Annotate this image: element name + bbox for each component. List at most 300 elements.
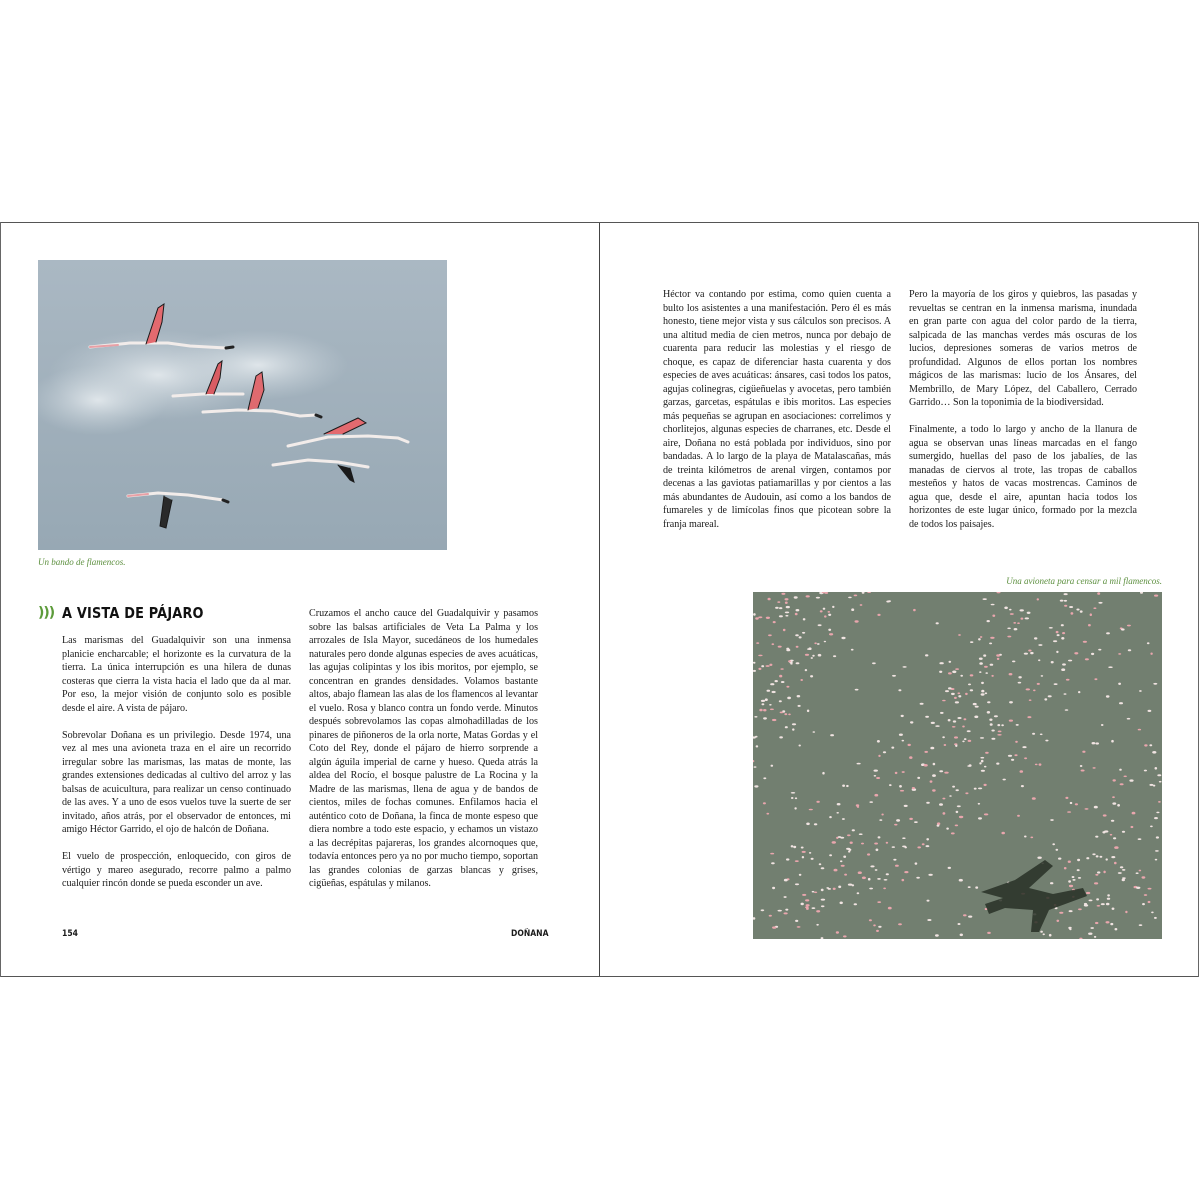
flamingo-dot — [893, 859, 896, 861]
flamingo-dot — [991, 730, 994, 732]
flamingo-dot — [983, 654, 986, 656]
flamingo-dot — [1081, 770, 1085, 772]
flamingo-dot — [1022, 746, 1026, 748]
flamingo-dot — [990, 723, 993, 726]
flamingo-dot — [857, 892, 860, 894]
flamingo-dot — [778, 646, 782, 648]
flamingo-dot — [1097, 592, 1100, 595]
flamingo-dot — [1056, 651, 1058, 653]
flamingo-dot — [1003, 779, 1006, 781]
flamingo-dot — [931, 722, 935, 724]
flamingo-dot — [1095, 742, 1099, 744]
section-title: A VISTA DE PÁJARO — [62, 604, 204, 622]
flamingo-dot — [806, 904, 810, 906]
flamingo-dot — [1043, 933, 1045, 935]
flamingo-dot — [766, 813, 769, 815]
flamingo-dot — [1078, 877, 1081, 879]
flamingo-dot — [981, 690, 984, 693]
flamingo-dot — [939, 671, 942, 673]
flamingo-dot — [791, 792, 795, 794]
flamingo-dot — [785, 602, 788, 604]
flamingo-dot — [984, 766, 987, 768]
flamingo-dot — [818, 654, 822, 657]
flamingo-dot — [939, 803, 943, 806]
flamingo-dot — [828, 629, 831, 631]
flamingo-dot — [1057, 920, 1060, 922]
flamingo-dot — [904, 846, 907, 848]
flamingo-dot — [848, 597, 852, 599]
flamingo-dot — [797, 695, 801, 697]
flamingo-dot — [899, 785, 902, 788]
flamingo-dot — [1001, 832, 1005, 835]
flamingo-dot — [1077, 859, 1080, 861]
flamingo-dot — [1127, 625, 1131, 627]
flamingo-dot — [1078, 691, 1080, 693]
flamingo-dot — [980, 737, 984, 739]
flamingo-dot — [1097, 871, 1100, 873]
flamingo-dot — [841, 637, 845, 639]
flamingo-dot — [819, 863, 822, 865]
flamingo-dot — [768, 598, 771, 601]
flamingo-dot — [955, 668, 959, 670]
flamingo-dot — [974, 788, 977, 790]
flamingo-dot — [1093, 607, 1096, 609]
flamingo-dot — [925, 654, 928, 656]
flamingo-dot — [786, 606, 790, 608]
flamingo-dot — [1020, 609, 1024, 611]
flamingo-dot — [1001, 724, 1004, 726]
flamingo-dot — [1118, 683, 1121, 685]
flamingo-dot — [784, 713, 787, 715]
flamingo-dot — [816, 924, 819, 926]
flamingo-dot — [793, 846, 796, 848]
flamingo-dot — [851, 608, 854, 611]
flamingo-dot — [969, 764, 972, 767]
flamingo-dot — [979, 662, 983, 665]
flamingo-dot — [987, 932, 991, 934]
flamingo-dot — [879, 819, 882, 821]
flamingo-dot — [1155, 767, 1158, 770]
flamingo-dot — [837, 803, 841, 805]
flamingo-dot — [844, 874, 847, 876]
flamingo-dot — [1061, 668, 1065, 671]
flamingo-dot — [989, 719, 992, 721]
flamingo-dot — [939, 770, 943, 772]
flamingo-dot — [925, 716, 929, 718]
flamingo-dot — [758, 655, 762, 657]
flamingo-dot — [755, 617, 759, 619]
flamingo-dot — [886, 842, 888, 844]
flamingo-dot — [1122, 869, 1125, 871]
flamingo-dot — [1024, 836, 1027, 838]
flamingo-dot — [877, 878, 881, 880]
flamingo-dot — [1083, 641, 1087, 643]
flamingo-dot — [1064, 693, 1067, 695]
flamingo-dot — [852, 829, 855, 831]
flamingo-dot — [1015, 741, 1018, 743]
flamingo-dot — [788, 660, 791, 662]
flamingo-dot — [869, 801, 873, 803]
flamingo-dot — [1048, 695, 1052, 697]
flamingo-dot — [795, 860, 799, 862]
flamingo-dot — [1068, 861, 1071, 863]
flamingo-dot — [761, 700, 765, 702]
flamingo-dot — [991, 738, 995, 740]
flamingo-dot — [779, 607, 782, 609]
flamingo-dot — [806, 595, 810, 597]
flamingo-dot — [981, 682, 984, 684]
flamingo-dot — [883, 888, 886, 890]
flamingo-dot — [794, 596, 798, 598]
flamingo-dot — [1053, 640, 1057, 642]
flamingo-dot — [1059, 912, 1063, 914]
flamingo-dot — [1148, 901, 1151, 903]
flamingo-dot — [766, 665, 770, 667]
flamingo-dot — [1062, 632, 1065, 634]
flamingo-dot — [867, 853, 870, 855]
flamingo-dot — [823, 608, 826, 610]
flamingo-dot — [927, 919, 931, 921]
flamingo-dot — [772, 926, 776, 928]
flamingo-dot — [1107, 894, 1110, 896]
flamingo-dot — [848, 884, 852, 886]
flamingo-dot — [796, 646, 799, 648]
flamingo-dot — [1021, 618, 1024, 620]
flamingo-dot — [942, 736, 945, 738]
flamingo-dot — [1112, 796, 1115, 798]
flamingo-dot — [781, 593, 785, 595]
flamingo-dot — [1112, 908, 1115, 910]
flamingo-dot — [920, 703, 924, 705]
flamingo-dot — [1094, 678, 1097, 680]
flamingo-dot — [1029, 699, 1032, 701]
flamingo-dot — [775, 680, 778, 682]
flamingo-dot — [958, 923, 961, 925]
section-heading — [38, 604, 227, 622]
flamingo-dot — [836, 812, 839, 814]
flamingo-dot — [1147, 642, 1150, 644]
right-column-1 — [663, 288, 891, 545]
flamingo-dot — [974, 716, 978, 719]
flamingo-dot — [1068, 660, 1072, 662]
flamingo-dot — [1150, 826, 1153, 828]
flamingo-dot — [964, 718, 967, 720]
flamingo-dot — [1150, 653, 1152, 655]
flamingo-dot — [840, 860, 843, 862]
flamingo-dot — [1030, 837, 1033, 839]
flamingo-dot — [846, 785, 849, 787]
flamingo-dot — [898, 923, 902, 925]
spread-edge-right — [1198, 222, 1199, 977]
flamingo-dot — [980, 757, 984, 759]
flamingo-dot — [838, 886, 841, 889]
flamingo-dot — [765, 698, 768, 701]
flamingo-dot — [785, 726, 788, 728]
left-column-2 — [309, 607, 538, 904]
flamingo-dot — [860, 604, 863, 606]
flamingo-dot — [955, 701, 959, 703]
flamingo-dot — [769, 704, 772, 706]
flamingo-dot — [992, 615, 995, 617]
flamingo-dot — [924, 751, 928, 753]
flamingo-dot — [1106, 858, 1108, 860]
flamingo-dot — [1014, 628, 1018, 630]
flamingo-dot — [909, 756, 912, 759]
flamingo-dot — [811, 858, 814, 860]
flamingo-dot — [868, 878, 871, 881]
flamingo-dot — [802, 894, 806, 896]
flamingo-dot — [1032, 797, 1036, 800]
flamingo-dot — [818, 624, 822, 626]
flamingo-dot — [997, 658, 1000, 660]
flamingo-dot — [939, 662, 943, 664]
flamingo-dot — [780, 668, 783, 670]
flamingo-dot — [904, 805, 908, 807]
flamingo-dot — [826, 887, 829, 889]
flamingo-dot — [891, 747, 894, 749]
flamingo-dot — [1061, 637, 1064, 640]
flamingo-dot — [754, 716, 757, 718]
paragraph: Cruzamos el ancho cauce del Guadalquivir y pasamos sobre las balsas artificiales de Veta La Palma y los arrozales de Isla Mayor, sucedáneos de los humedales naturales pero donde algunas especies de aves acuáticas, las agujas colipintas y los ibis moritos, por ejemplo, se concentran en grandes densidades. Volamos bastante altos, abajo flamean las alas de los flamencos al levantar el vuelo. Rosa y blanco contra un fondo verde. Minutos después sobrevolamos las copas almohadilladas de los pinares de piñoneros de la orla norte, Matas Gordas y el Coto del Rey, donde el pájaro de hierro sorprende a algún águila imperial de carne y hueso. Queda atrás la aldea del Rocío, el bosque palustre de La Rocina y la Madre de las marismas, llena de agua y de bandos de cientos, miles de fochas comunes. Enfilamos hacia el auténtico coto de Doñana, la finca de monte espeso que diera nombre a todo este espacio, y echamos un vistazo a las decrépitas pajareras, los grandes alcornoques que, todavía entonces pero ya no por mucho tiempo, soportan las grandes colonias de garzas blancas y grises, cigüeñas, espátulas y milanos. — [309, 608, 539, 889]
flamingo-dot — [940, 712, 944, 714]
flamingo-dot — [1100, 856, 1103, 858]
flamingo-dot — [892, 675, 896, 677]
flamingo-dot — [962, 726, 965, 728]
flamingo-dot — [802, 856, 804, 858]
flamingo-dot — [1122, 831, 1125, 833]
flamingo-dot — [796, 662, 800, 664]
flamingo-dot — [1037, 683, 1040, 685]
flamingo-dot — [842, 785, 845, 787]
flamingo-dot — [1021, 785, 1024, 787]
flamingo-dot — [773, 621, 776, 623]
flamingo-dot — [1113, 837, 1116, 839]
flamingo-dot — [1114, 846, 1118, 849]
flamingo-dot — [790, 663, 793, 665]
flamingo-dot — [779, 736, 783, 738]
flamingo-dot — [792, 728, 794, 730]
flamingo-dot — [1121, 628, 1125, 630]
paragraph: El vuelo de prospección, enloquecido, con giros de vértigo y mareo asegurado, recorre palmo a palmo cualquier rincón donde se pueda esconder un ave. — [62, 851, 291, 889]
flamingo-dot — [1095, 922, 1098, 924]
flamingo-dot — [1096, 898, 1099, 900]
flamingo-dot — [902, 771, 905, 773]
flamingo-dot — [1040, 734, 1043, 736]
flamingo-dot — [1122, 879, 1125, 881]
flamingo-dot — [1095, 874, 1098, 876]
flamingo-dot — [1149, 744, 1152, 746]
flamingo-dot — [878, 926, 881, 928]
flamingo-dot — [1037, 857, 1041, 859]
flamingo-dot — [803, 618, 806, 620]
flamingo-dot — [1092, 853, 1095, 855]
flamingo-dot — [1139, 870, 1142, 872]
flamingo-dot — [785, 612, 789, 614]
flamingo-dot — [1049, 627, 1053, 629]
flamingo-dot — [951, 693, 955, 695]
flamingo-dot — [1119, 702, 1123, 704]
flamingo-dot — [895, 772, 898, 774]
flamingo-dot — [830, 734, 834, 736]
flamingo-dot — [859, 833, 863, 835]
flamingo-dot — [1026, 688, 1030, 690]
flamingo-dot — [952, 786, 955, 788]
flamingo-dot — [1064, 593, 1068, 595]
flamingo-dot — [770, 853, 774, 855]
flamingo-dot — [820, 610, 823, 612]
flamingo-dot — [794, 807, 796, 809]
page-number: 154 — [62, 929, 78, 939]
flamingo-dot — [1035, 764, 1038, 766]
flamingo-dot — [1050, 819, 1054, 821]
flamingo-dot — [763, 777, 766, 779]
flamingo-dot — [994, 715, 998, 717]
flamingo-dot — [796, 609, 800, 611]
flamingo-dot — [987, 701, 990, 703]
flamingo-dot — [1067, 811, 1071, 813]
flamingo-dot — [801, 847, 804, 849]
flamingo-dot — [937, 825, 940, 827]
flamingo-dot — [926, 802, 930, 804]
flamingo-dot — [1138, 729, 1141, 731]
flamingo-dot — [935, 725, 939, 727]
flamingo-dot — [769, 664, 772, 666]
flamingo-dot — [1098, 602, 1102, 604]
flamingo-dot — [832, 841, 836, 844]
flamingo-dot — [1090, 927, 1094, 929]
flamingo-dot — [1122, 877, 1126, 879]
flamingo-dot — [1092, 742, 1096, 744]
flamingo-dot — [795, 634, 799, 636]
flamingo-dot — [1040, 931, 1043, 933]
flamingo-dot — [1009, 701, 1013, 703]
flamingo-dot — [775, 607, 779, 609]
flamingo-dot — [1129, 779, 1133, 781]
flamingo-dot — [802, 851, 806, 853]
flamingo-dot — [821, 889, 824, 892]
flamingo-dot — [980, 636, 983, 638]
flamingo-dot — [1108, 666, 1112, 668]
flamingo-dot — [1120, 783, 1124, 785]
flamingo-dot — [1106, 903, 1110, 906]
flamingo-dot — [1128, 649, 1131, 651]
flamingo-dot — [771, 765, 774, 767]
flamingo-dot — [1117, 804, 1120, 807]
flamingo-dot — [1050, 882, 1053, 884]
flamingo-dot — [965, 792, 968, 794]
flamingo-dot — [791, 845, 794, 847]
flamingo-dot — [1106, 695, 1110, 697]
flamingo-dot — [1094, 882, 1098, 884]
flamingo-dot — [942, 700, 946, 702]
flamingo-dot — [758, 616, 762, 618]
flamingo-dot — [1155, 859, 1158, 861]
flamingo-dot — [798, 705, 801, 707]
flamingo-dot — [829, 816, 832, 818]
flamingo-dot — [829, 854, 832, 856]
flamingo-dot — [1115, 928, 1118, 930]
flamingo-dot — [1020, 770, 1024, 773]
flamingo-dot — [772, 691, 776, 693]
flamingo-dot — [926, 845, 930, 847]
flamingo-dot — [1014, 754, 1017, 756]
flamingo-dot — [1124, 776, 1127, 778]
flamingo-dot — [909, 818, 913, 820]
flamingo-dot — [777, 601, 780, 603]
flamingo-dot — [949, 661, 952, 663]
flamingo-dot — [1153, 683, 1157, 685]
flamingo-dot — [949, 795, 952, 797]
flamingo-dot — [1078, 908, 1082, 910]
flamingo-dot — [957, 717, 961, 719]
flamingo-dot — [1090, 613, 1092, 616]
flamingo-dot — [1064, 867, 1067, 869]
flamingo-dot — [915, 862, 918, 864]
flamingo-dot — [763, 717, 767, 719]
flamingo-dot — [1038, 644, 1042, 646]
flamingo-dot — [926, 838, 929, 840]
flamingo-dot — [968, 740, 972, 742]
flamingo-dot — [1024, 653, 1028, 655]
flamingo-dot — [979, 658, 983, 660]
flamingo-dot — [814, 642, 817, 644]
flamingo-dot — [996, 763, 999, 765]
flamingo-dot — [1038, 659, 1040, 661]
flamingo-dot — [1024, 757, 1027, 759]
flamingo-dot — [1027, 612, 1031, 614]
flamingo-dot — [983, 598, 987, 600]
flamingo-dot — [1152, 751, 1156, 754]
flamingo-dot — [762, 703, 765, 705]
flamingo-dot — [861, 843, 864, 845]
flamingo-dot — [955, 745, 957, 747]
flamingo-dot — [862, 877, 866, 880]
flamingo-dot — [1037, 598, 1039, 600]
flamingo-dot — [855, 689, 859, 691]
flamingo-dot — [878, 836, 881, 838]
flamingo-dot — [981, 693, 985, 695]
flamingo-dot — [828, 611, 831, 613]
flamingo-dot — [754, 766, 757, 768]
flamingo-dot — [960, 934, 963, 937]
flamingo-dot — [978, 788, 982, 790]
flamingo-dot — [1045, 740, 1048, 742]
flamingo-dot — [822, 772, 824, 775]
flamingo-dot — [970, 689, 973, 691]
flamingo-dot — [812, 655, 814, 657]
flamingo-dot — [858, 871, 862, 874]
flamingo-dot — [979, 671, 981, 673]
flamingo-dot — [795, 613, 798, 616]
flamingo-dot — [968, 916, 972, 918]
flamingo-dot — [1017, 622, 1020, 624]
flamingo-dot — [785, 615, 788, 617]
flamingo-dot — [932, 789, 936, 791]
paragraph: Sobrevolar Doñana es un privilegio. Desde 1974, una vez al mes una avioneta traza en el aire un recorrido irregular sobre las marismas, las matas de monte, las grandes extensiones dedicadas al cultivo del arroz y las balsas de acuicultura, para realizar un censo continuado de las aves. Y a uno de esos vuelos tuve la suerte de ser invitado, años atrás, por el observador de entonces, mi amigo Héctor Garrido, el ojo de halcón de Doñana. — [62, 729, 291, 835]
flamingo-dot — [805, 669, 807, 671]
flamingo-dot — [1013, 622, 1016, 624]
paragraph: Héctor va contando por estima, como quien cuenta a bulto los asistentes a una manifestación. Pero él es más honesto, tiene mejor vista y sus cálculos son precisos. A una altitud media de cien metros, nunca por debajo de cuarenta para reducir las molestias y el riesgo de choque, es capaz de diferenciar hasta cuarenta y dos especies de aves acuáticas: ánsares, casi todos los patos, agujas colinegras, cigüeñuelas y avocetas, pero también garzas, garcetas, espátulas e ibis moritos. Las especies más pequeñas se agrupan en asociaciones: correlimos y chorlitejos, algunas especies de charranes, etc. Desde el aire, Doñana no está poblada por individuos, sino por bandadas. A lo largo de la playa de Matalascañas, más de treinta kilómetros de arenal virgen, contamos por decenas a las gaviotas patiamarillas y por cientos a las más abundantes de Audouin, así como a los bandos de fumareles y de limícolas finos que picotean sobre la franja mareal. — [663, 289, 891, 530]
flamingo-dot — [1148, 888, 1152, 890]
flamingo-dot — [1070, 802, 1073, 804]
flamingo-dot — [1016, 724, 1019, 726]
flamingo-dot — [959, 816, 963, 818]
flamingo-dot — [935, 934, 939, 936]
flamingo-dot — [784, 879, 788, 882]
flamingo-dot — [944, 772, 948, 774]
flamingo-dot — [967, 730, 971, 732]
flamingo-dot — [957, 805, 961, 807]
